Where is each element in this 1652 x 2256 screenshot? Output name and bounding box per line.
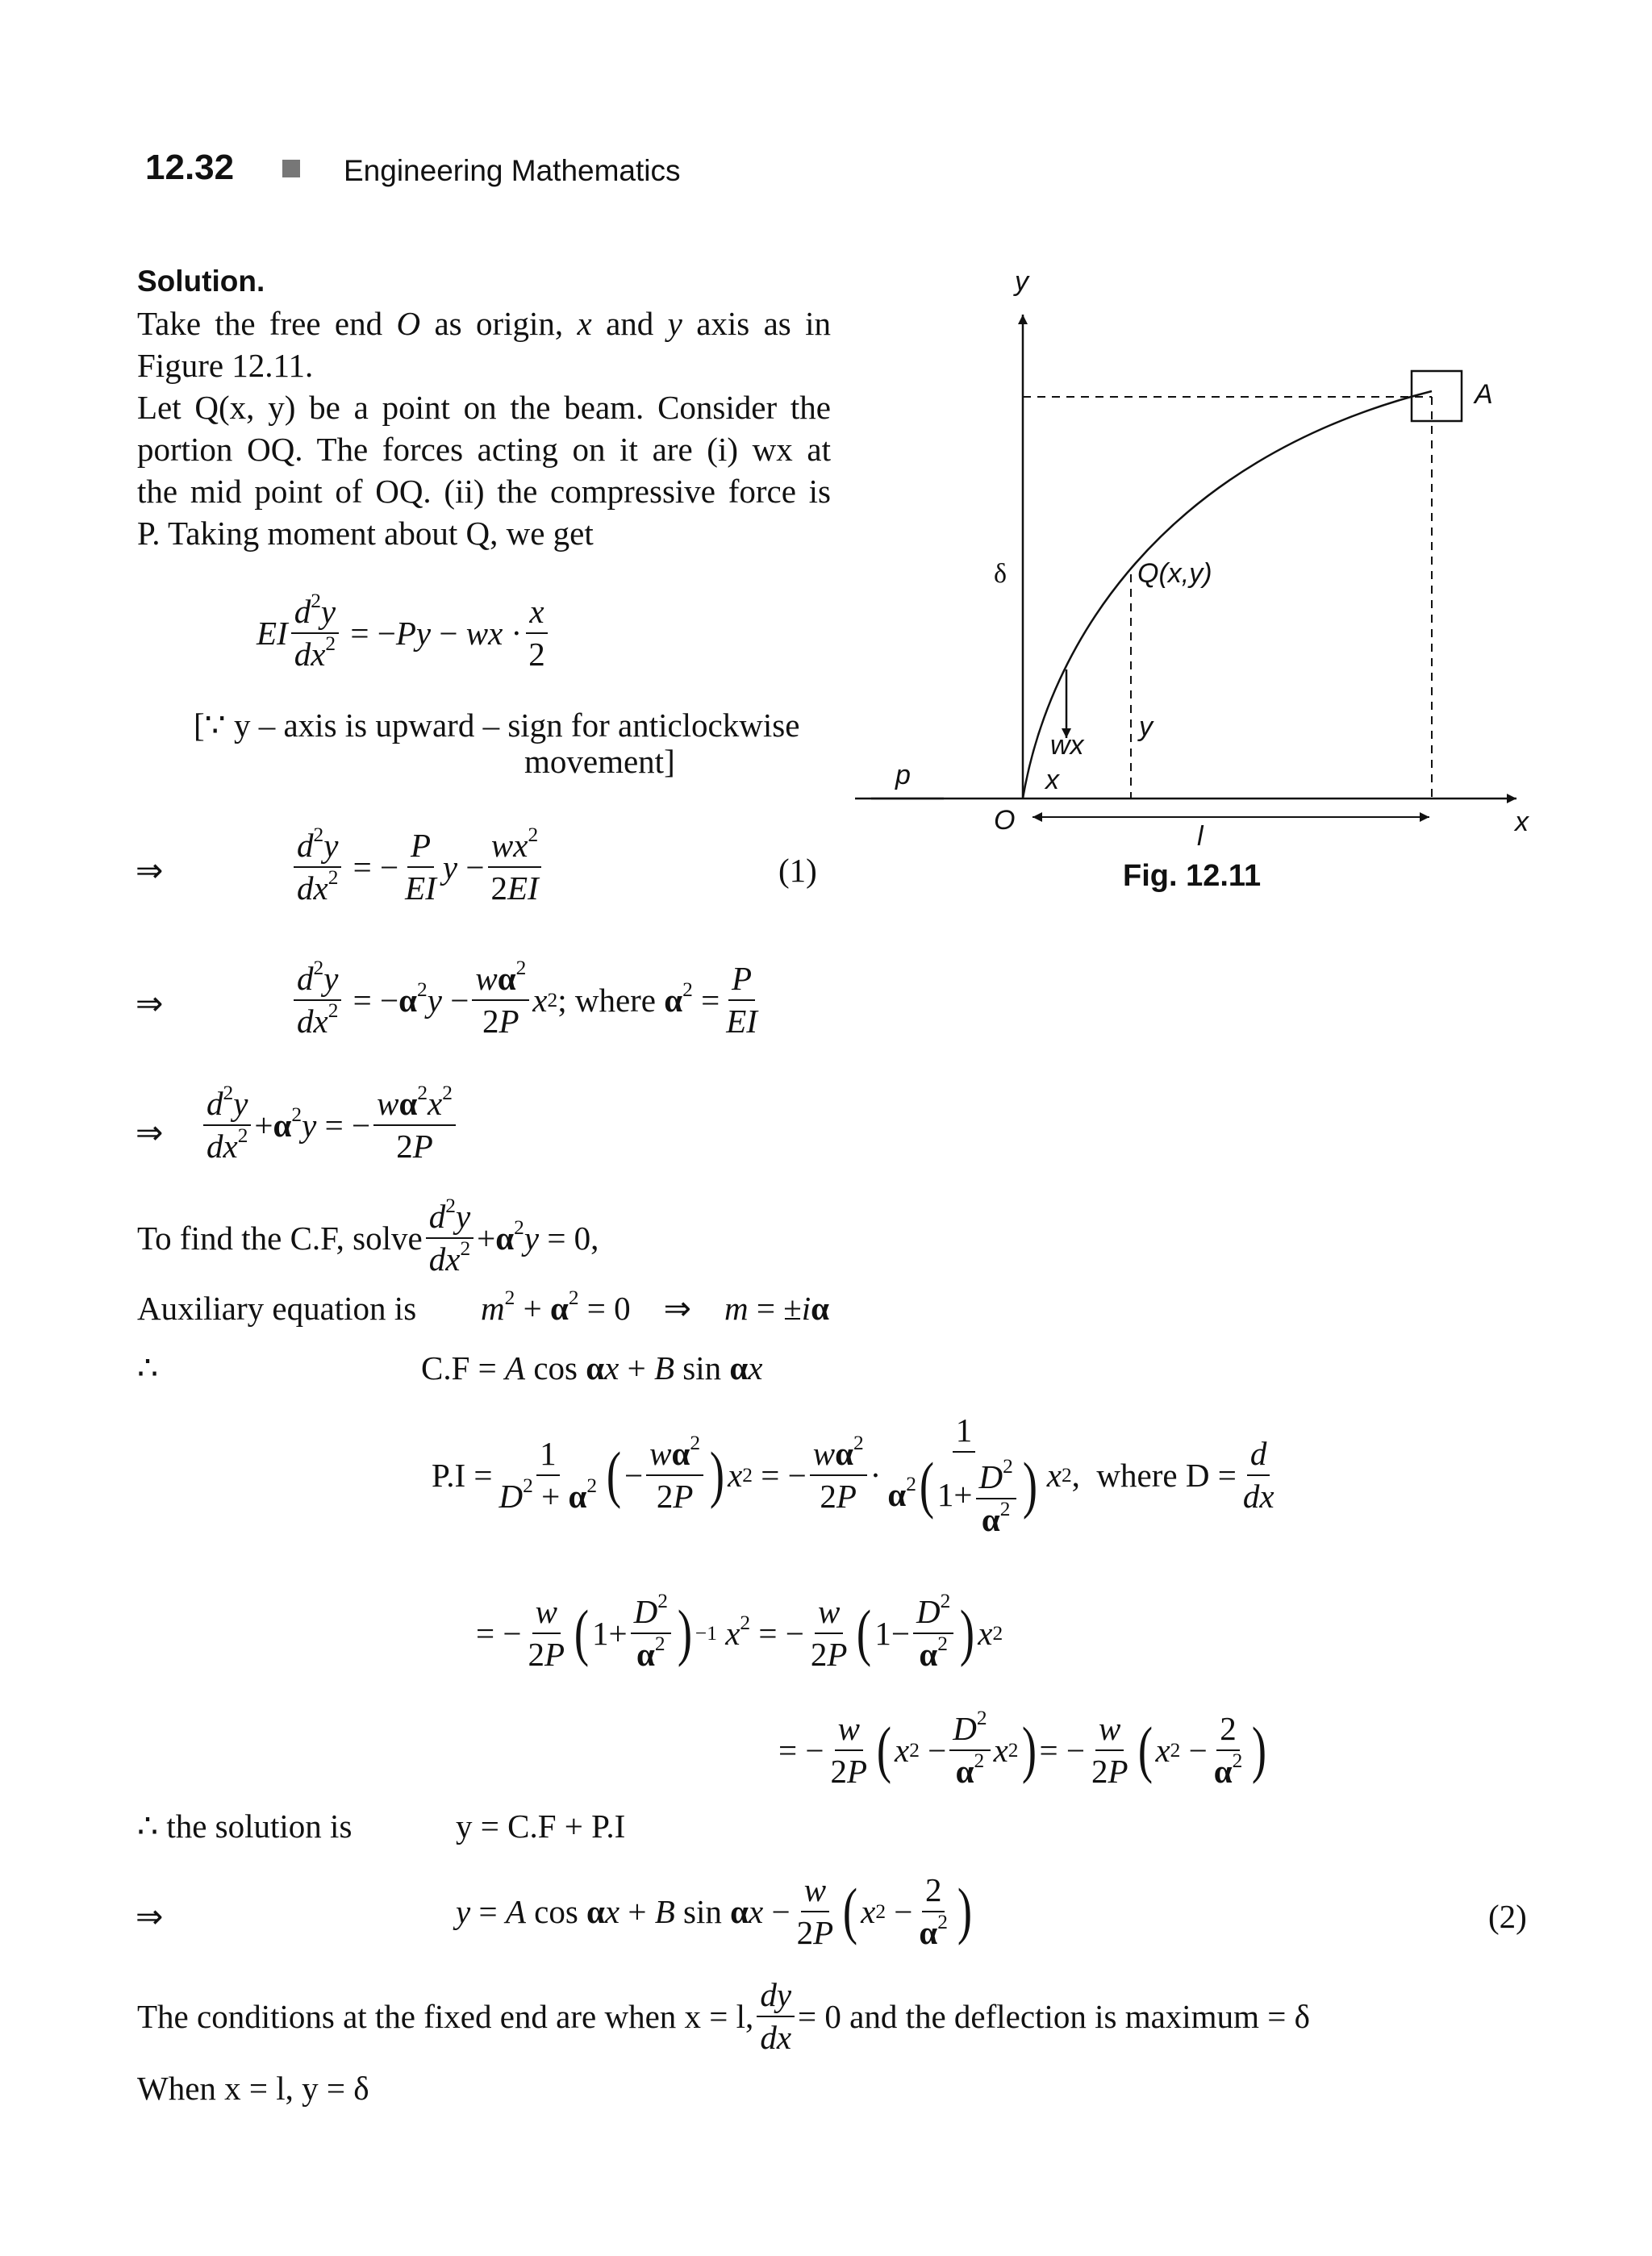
delta-label: δ: [994, 559, 1007, 589]
equation-1-number: (1): [778, 852, 817, 889]
cf-equation: C.F = A cos αx + B sin αx: [421, 1349, 763, 1387]
length-label: l: [1197, 821, 1204, 852]
force-label: p: [895, 760, 911, 790]
load-label: wx: [1050, 730, 1084, 761]
implies-arrow: ⇒: [136, 1898, 164, 1935]
figure-12-11: [855, 266, 1549, 911]
sign-note-line-2: movement]: [524, 743, 675, 780]
paragraph-1: Take the free end O as origin, x and y axis as in Figure 12.11.: [137, 305, 831, 384]
solution-sum: y = C.F + P.I: [456, 1808, 626, 1845]
implies-arrow: ⇒: [136, 985, 164, 1022]
y-distance-label: y: [1139, 711, 1153, 742]
origin-label: O: [994, 805, 1016, 836]
paragraph-2-line-2: portion OQ. The forces acting on it are (i) wx at: [137, 431, 831, 468]
equation-alpha-form: $\frac{d^2y}{dx^2}$ = $-\alpha^2y$ − $\frac{w\alpha^2}{2P}$ x 2 ; where $\alpha^2$ = $\frac{P}{EI}$: [290, 960, 764, 1040]
auxiliary-label: Auxiliary equation is: [137, 1290, 417, 1327]
page-number: 12.32: [145, 148, 235, 187]
conditions-line: The conditions at the fixed end are when x = l, $\frac{dy}{dx}$ = 0 and the deflection is maximum = δ: [137, 1976, 1310, 2057]
implies-arrow: ⇒: [136, 1114, 164, 1151]
paragraph-2-line-4: P. Taking moment about Q, we get: [137, 515, 594, 552]
therefore-symbol: ∴: [137, 1349, 159, 1387]
beam-curve: [1023, 391, 1432, 799]
x-axis-label: x: [1515, 807, 1529, 837]
implies-arrow: ⇒: [136, 852, 164, 889]
auxiliary-equation: $m^2 + \alpha^2 = 0$ ⇒ m = ±iα: [481, 1286, 830, 1327]
equation-moment: EI $\frac{d^2y}{dx^2}$ = −Py − wx · $\frac{x}{2}$: [257, 593, 552, 673]
figure-caption: Fig. 12.11: [1123, 859, 1262, 893]
cf-intro: To find the C.F, solve $\frac{d^2y}{dx^2}$ $+\alpha^2y = 0$,: [137, 1194, 599, 1278]
equation-1: $\frac{d^2y}{dx^2}$ = − $\frac{P}{EI}$ y − $\frac{wx^2}{2EI}$: [290, 827, 545, 907]
book-title: Engineering Mathematics: [344, 154, 681, 187]
point-q-label: Q(x,y): [1137, 558, 1212, 589]
solution-is-label: ∴ the solution is: [137, 1808, 353, 1845]
sign-note-line-1: [∵ y – axis is upward – sign for anticlockwise: [194, 707, 800, 744]
equation-2-number: (2): [1488, 1898, 1527, 1935]
equation-standard-form: $\frac{d^2y}{dx^2}$ $+\alpha^2y$ = − $\frac{w\alpha^2x^2}{2P}$: [200, 1085, 459, 1166]
pi-result: = − $\frac{w}{2P}$ ( x 2 − $\frac{D^2}{\alpha^2}$ x 2 ) = − $\frac{w}{2P}$ ( x 2 − $\frac{2}{\alpha^2}$ ): [778, 1706, 1267, 1791]
equation-2: y = A cos αx + B sin αx − $\frac{w}{2P}$ ( x 2 − $\frac{2}{\alpha^2}$ ): [456, 1871, 973, 1952]
pi-equation: P.I = $\frac{1}{D^2 + \alpha^2}$ ( − $\frac{w\alpha^2}{2P}$ ) x 2 = − $\frac{w\alpha^2}{2P}$ · 1 $\alpha^2(1+$ $\frac{D^2}{\alpha^2}$ ) x 2 , where D = $\frac{d}{dx}$: [432, 1412, 1274, 1538]
y-axis-label: y: [1015, 266, 1028, 297]
paragraph-2: [137, 386, 831, 554]
x-distance-label: x: [1045, 765, 1059, 795]
solution-heading: Solution.: [137, 265, 265, 298]
point-a-label: A: [1475, 379, 1493, 410]
paragraph-2-line-3: the mid point of OQ. (ii) the compressive force is: [137, 473, 831, 510]
paragraph-2-line-1: Let Q(x, y) be a point on the beam. Consider the: [137, 389, 831, 426]
pi-expansion: = − $\frac{w}{2P}$ ( 1+ $\frac{D^2}{\alpha^2}$ ) −1 $x^2$ = − $\frac{w}{2P}$ ( 1− $\frac{D^2}{\alpha^2}$ ) x 2: [476, 1589, 1003, 1674]
header-square-icon: [282, 160, 300, 177]
when-line: When x = l, y = δ: [137, 2070, 369, 2107]
